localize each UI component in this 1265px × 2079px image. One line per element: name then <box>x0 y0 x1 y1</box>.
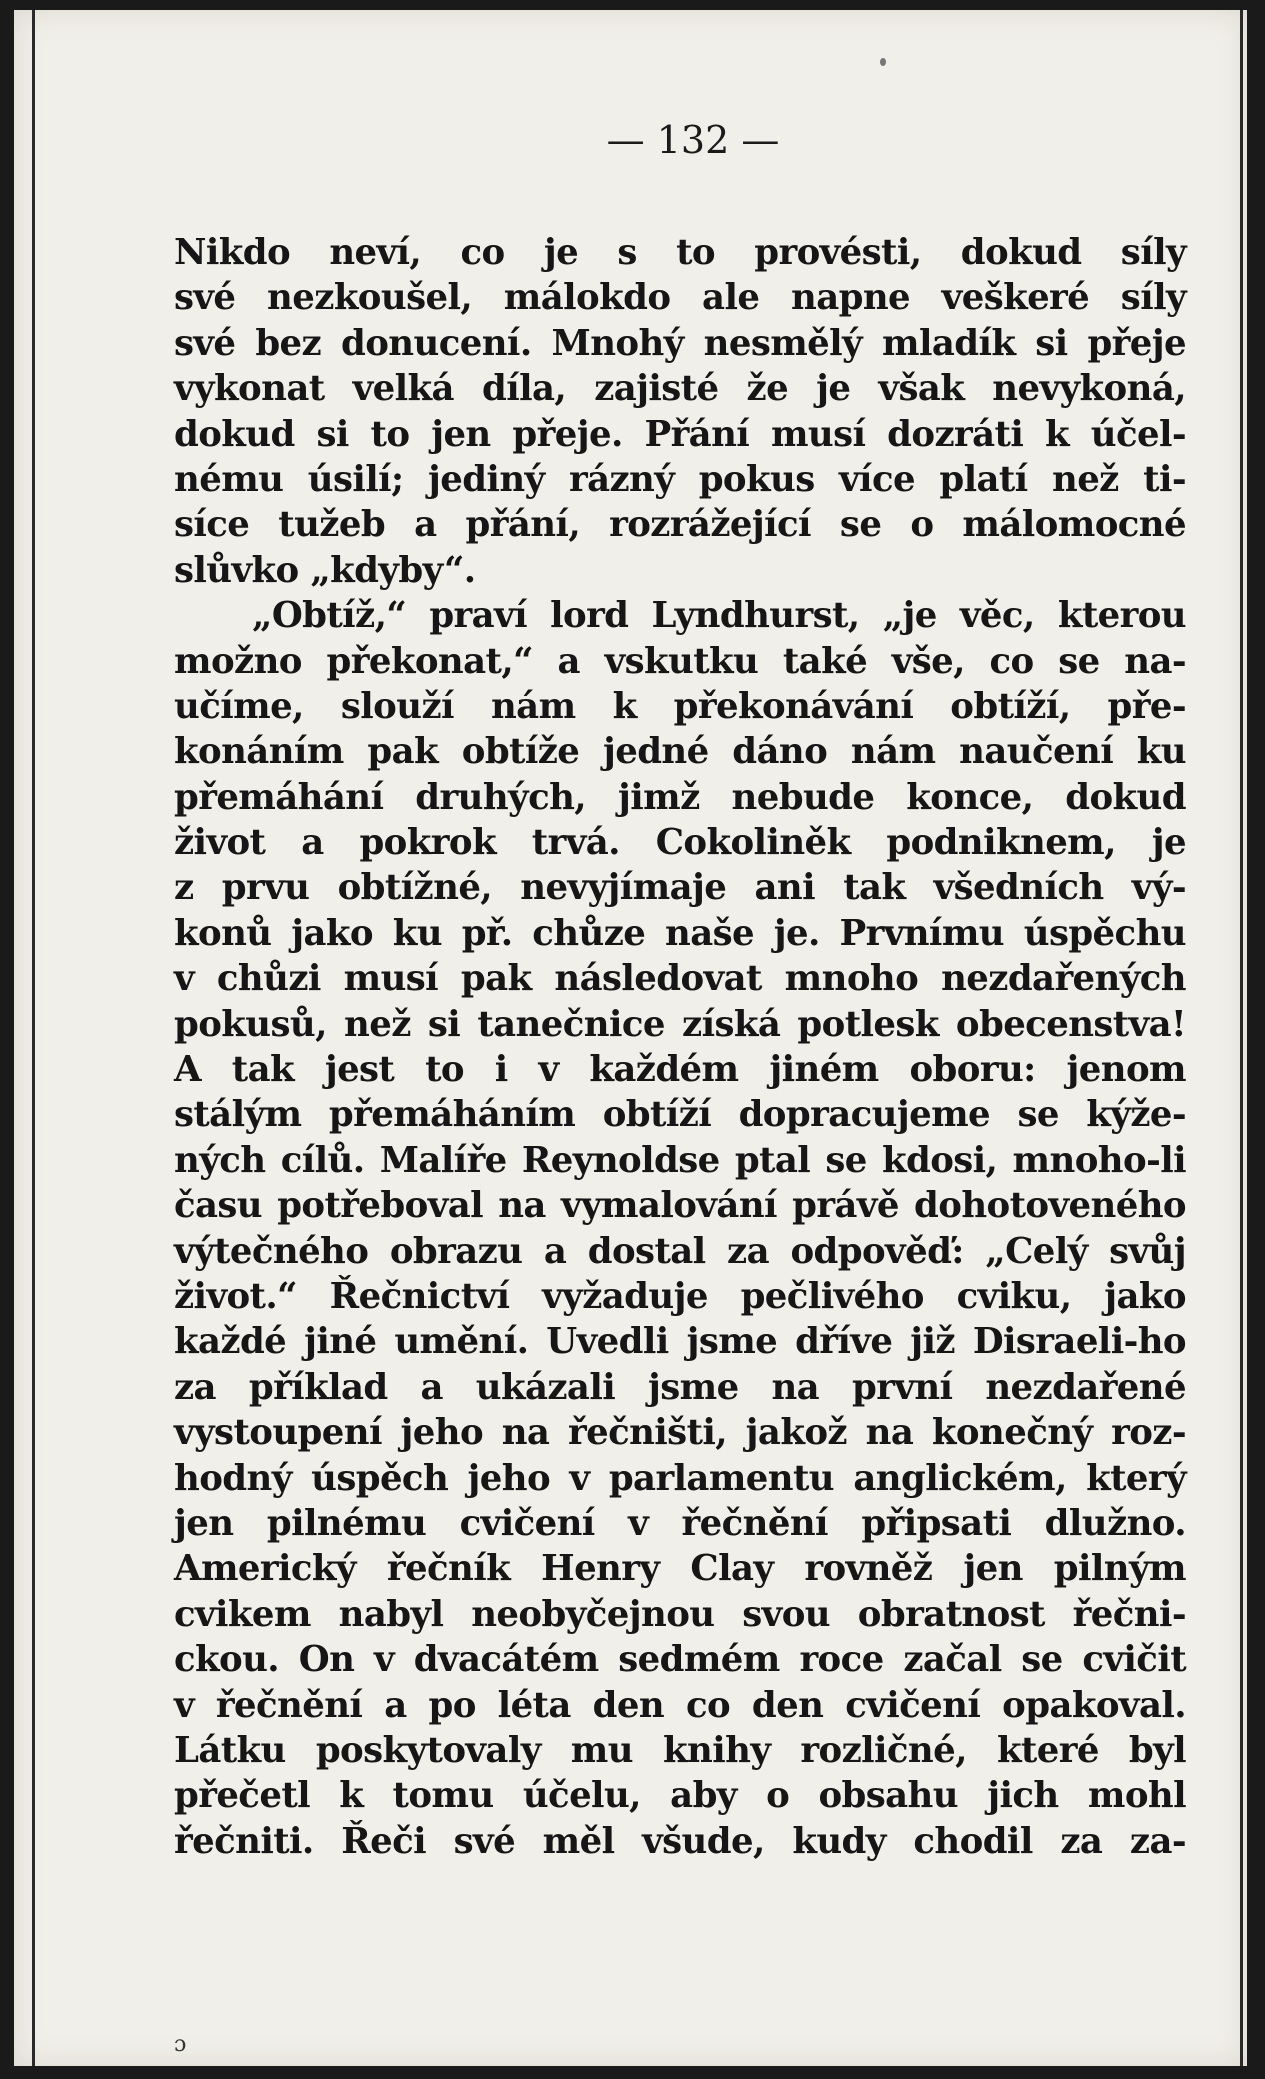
book-page <box>14 10 1247 2066</box>
text-line: výtečného obrazu a dostal za odpověď: „Celý svůj <box>174 1230 1186 1272</box>
text-line: Látku poskytovaly mu knihy rozličné, které byl <box>174 1729 1186 1771</box>
text-line: v řečnění a po léta den co den cvičení opakoval. <box>174 1684 1186 1726</box>
page-number: — 132 — <box>606 118 780 162</box>
text-line: síce tužeb a přání, rozrážející se o málomocné <box>174 504 1186 546</box>
text-line: za příklad a ukázali jsme na první nezdařené <box>174 1366 1186 1408</box>
text-line: ckou. On v dvacátém sedmém roce začal se cvičit <box>174 1639 1186 1681</box>
page-edge-right <box>1240 10 1243 2066</box>
text-line: Americký řečník Henry Clay rovněž jen pilným <box>174 1548 1186 1590</box>
text-line: učíme, slouží nám k překonávání obtíží, pře- <box>174 685 1186 727</box>
text-line: konáním pak obtíže jedné dáno nám naučení ku <box>174 731 1186 773</box>
text-line: cvikem nabyl neobyčejnou svou obratnost řečni- <box>174 1593 1186 1635</box>
text-line: život.“ Řečnictví vyžaduje pečlivého cviku, jako <box>174 1275 1186 1317</box>
text-line: každé jiné umění. Uvedli jsme dříve již Disraeli-ho <box>174 1321 1186 1363</box>
text-line: dokud si to jen přeje. Přání musí dozráti k účel- <box>174 413 1186 455</box>
text-line: hodný úspěch jeho v parlamentu anglickém, který <box>174 1457 1186 1499</box>
text-line: přemáhání druhých, jimž nebude konce, dokud <box>174 776 1186 818</box>
text-line: Nikdo neví, co je s to provésti, dokud síly <box>174 232 1186 273</box>
text-line: stálým přemáháním obtíží dopracujeme se kýže- <box>174 1094 1186 1136</box>
text-line: nému úsilí; jediný rázný pokus více platí než ti- <box>174 458 1186 500</box>
text-line: jen pilnému cvičení v řečnění připsati dlužno. <box>174 1502 1186 1544</box>
text-line: možno překonat,“ a vskutku také vše, co se na- <box>174 640 1186 682</box>
body-text <box>174 230 1186 1864</box>
footer-mark: ɔ <box>174 2032 187 2057</box>
text-line: své bez donucení. Mnohý nesmělý mladík si přeje <box>174 322 1186 364</box>
text-line: své nezkoušel, málokdo ale napne veškeré síly <box>174 277 1186 319</box>
text-line: slůvko „kdyby“. <box>174 549 476 591</box>
text-line: v chůzi musí pak následovat mnoho nezdařených <box>174 958 1186 1000</box>
text-line: život a pokrok trvá. Cokoliněk podniknem, je <box>174 822 1186 864</box>
text-line: času potřeboval na vymalování právě dohotoveného <box>174 1185 1186 1227</box>
text-line: konů jako ku př. chůze naše je. Prvnímu úspěchu <box>174 912 1186 954</box>
text-line: ných cílů. Malíře Reynoldse ptal se kdosi, mnoho-li <box>174 1139 1186 1181</box>
text-line: vykonat velká díla, zajisté že je však nevykoná, <box>174 368 1186 410</box>
text-line: pokusů, než si tanečnice získá potlesk obecenstva! <box>174 1003 1186 1045</box>
paper-speck <box>880 58 886 66</box>
text-line: vystoupení jeho na řečništi, jakož na konečný roz- <box>174 1412 1186 1454</box>
text-line: z prvu obtížné, nevyjímaje ani tak všedních vý- <box>174 867 1186 909</box>
text-line: A tak jest to i v každém jiném oboru: jenom <box>174 1049 1186 1091</box>
text-line: řečniti. Řeči své měl všude, kudy chodil za za- <box>174 1820 1186 1862</box>
page-edge-left <box>32 10 35 2066</box>
text-line: přečetl k tomu účelu, aby o obsahu jich mohl <box>174 1775 1186 1817</box>
text-line: „Obtíž,“ praví lord Lyndhurst, „je věc, kterou <box>252 595 1186 637</box>
